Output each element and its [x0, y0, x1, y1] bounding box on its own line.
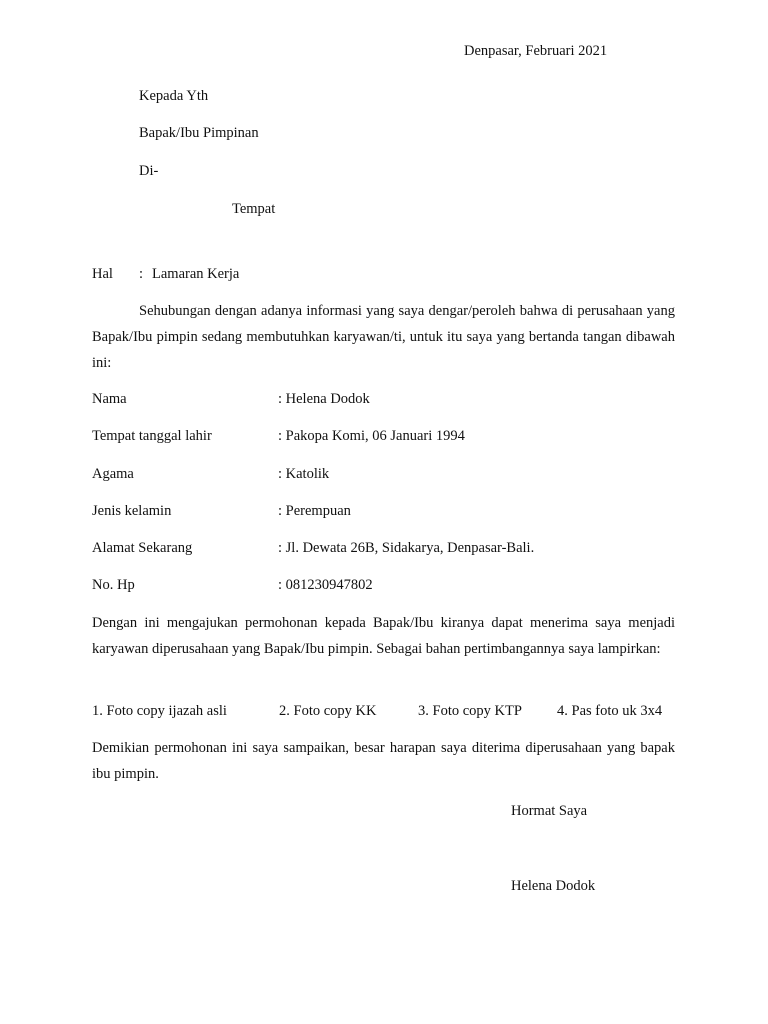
- signoff: Hormat Saya: [511, 803, 588, 819]
- field-label: Jenis kelamin: [92, 503, 172, 519]
- attachment-item: 3. Foto copy KTP: [418, 703, 522, 719]
- subject-label: Hal: [92, 266, 113, 282]
- request-paragraph: Dengan ini mengajukan permohonan kepada Bapak/Ibu kiranya dapat menerima saya menjadi karyawan diperusahaan yang Bapak/Ibu pimpin. Sebagai bahan pertimbangannya saya lampirkan:: [92, 615, 675, 657]
- subject-separator: :: [139, 266, 144, 282]
- field-label: Tempat tanggal lahir: [92, 428, 212, 444]
- signature-name: Helena Dodok: [511, 878, 596, 894]
- place-date: Denpasar, Februari 2021: [464, 43, 608, 59]
- attachment-item: 2. Foto copy KK: [279, 703, 377, 719]
- field-value: : Helena Dodok: [278, 391, 370, 407]
- recipient-line-4: Tempat: [232, 201, 276, 217]
- field-value: : Perempuan: [278, 503, 351, 519]
- field-label: Agama: [92, 466, 134, 482]
- field-value: : Jl. Dewata 26B, Sidakarya, Denpasar-Bali.: [278, 540, 535, 556]
- recipient-line-3: Di-: [139, 163, 159, 179]
- field-value: : 081230947802: [278, 577, 373, 593]
- closing-paragraph: Demikian permohonan ini saya sampaikan, besar harapan saya diterima diperusahaan yang bapak ibu pimpin.: [92, 740, 675, 782]
- attachment-item: 1. Foto copy ijazah asli: [92, 703, 227, 719]
- subject-value: Lamaran Kerja: [152, 266, 240, 282]
- intro-text: Sehubungan dengan adanya informasi yang saya dengar/peroleh bahwa di perusahaan yang Bapak/Ibu pimpin sedang membutuhkan karyawan/ti, untuk itu saya yang bertanda tangan dibawah ini:: [92, 303, 675, 371]
- field-label: Alamat Sekarang: [92, 540, 193, 556]
- field-value: : Pakopa Komi, 06 Januari 1994: [278, 428, 465, 444]
- recipient-line-1: Kepada Yth: [139, 88, 209, 104]
- field-value: : Katolik: [278, 466, 330, 482]
- field-label: No. Hp: [92, 577, 135, 593]
- attachment-item: 4. Pas foto uk 3x4: [557, 703, 663, 719]
- intro-paragraph: [92, 298, 675, 376]
- recipient-line-2: Bapak/Ibu Pimpinan: [139, 125, 259, 141]
- field-label: Nama: [92, 391, 127, 407]
